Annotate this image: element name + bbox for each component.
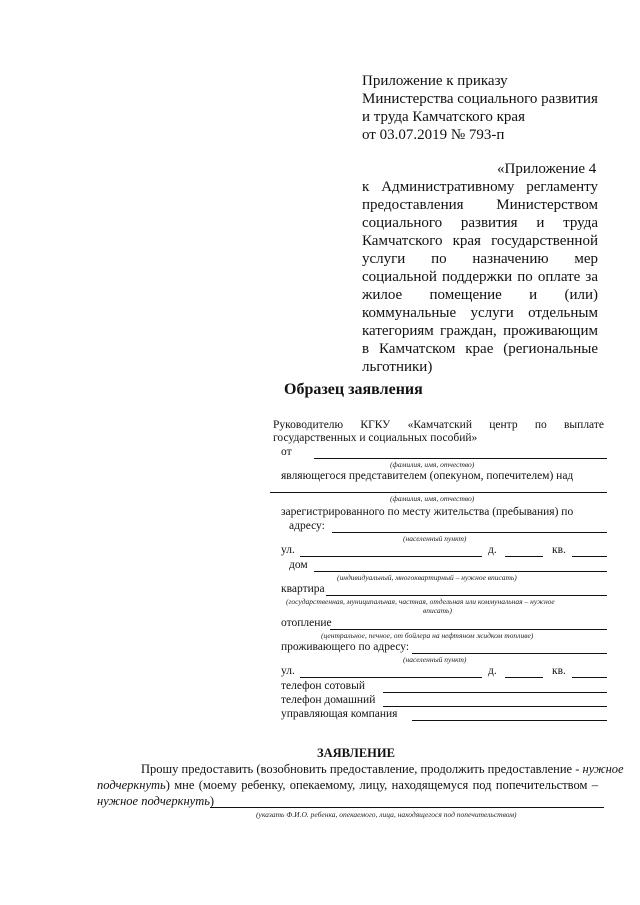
hint-house-type: (индивидуальный, многоквартирный – нужное вписать) xyxy=(337,573,517,582)
appendix-line-8: коммунальные услуги отдельным xyxy=(362,305,598,321)
statement-line-1 xyxy=(141,761,624,777)
header-line-4: от 03.07.2019 № 793-п xyxy=(362,127,505,143)
header-line-2: Министерства социального развития xyxy=(362,91,598,107)
home-phone-field-line[interactable] xyxy=(383,706,607,707)
apt-field-line[interactable] xyxy=(572,556,607,557)
hint-apartment-1: (государственная, муниципальная, частная, отдельная или коммунальная – нужное xyxy=(286,597,555,606)
apt-label: кв. xyxy=(552,544,566,556)
home-phone-label: телефон домашний xyxy=(281,694,376,706)
address-label: адресу: xyxy=(289,520,325,532)
statement-line-3 xyxy=(97,793,214,809)
house-label: д. xyxy=(488,544,497,556)
hint-apartment-2: вписать) xyxy=(423,606,452,615)
statement-line-3-italic: нужное подчеркнуть xyxy=(97,794,210,808)
appendix-line-11: льготники) xyxy=(362,359,433,375)
fio-field-line[interactable] xyxy=(314,458,607,459)
apt-field-line-2[interactable] xyxy=(572,677,607,678)
locality-field-line[interactable] xyxy=(332,532,607,533)
header-line-1: Приложение к приказу xyxy=(362,73,508,89)
appendix-line-6: социальной поддержки по оплате за xyxy=(362,269,598,285)
addressee-line-2: государственных и социальных пособий» xyxy=(273,432,478,444)
statement-line-1-italic: нужное xyxy=(582,762,624,776)
statement-title: ЗАЯВЛЕНИЕ xyxy=(317,746,395,760)
appendix-line-1: к Административному регламенту xyxy=(362,179,598,195)
company-field-line[interactable] xyxy=(412,720,607,721)
hint-fio-2: (фамилия, имя, отчество) xyxy=(390,494,475,503)
house-field-line[interactable] xyxy=(505,556,543,557)
statement-line-3-text: ) xyxy=(209,794,215,808)
appendix-title: «Приложение 4 xyxy=(497,161,597,177)
header-line-3: и труда Камчатского края xyxy=(362,109,525,125)
appendix-line-3: социального развития и труда xyxy=(362,215,598,231)
registered-text: зарегистрированного по месту жительства (пребывания) по xyxy=(281,506,574,518)
appendix-line-10: в Камчатском крае (региональные xyxy=(362,341,598,357)
residing-label: проживающего по адресу: xyxy=(281,641,410,653)
heating-field-line[interactable] xyxy=(330,629,607,630)
ward-fio-field-line[interactable] xyxy=(270,492,607,493)
hint-locality-2: (населенный пункт) xyxy=(403,655,467,664)
addressee-line-1: Руководителю КГКУ «Камчатский центр по выплате xyxy=(273,419,604,431)
statement-line-1-text: Прошу предоставить (возобновить предоставление, продолжить предоставление - xyxy=(141,762,583,776)
mobile-field-line[interactable] xyxy=(383,692,607,693)
street-field-line-2[interactable] xyxy=(300,677,482,678)
house-type-label: дом xyxy=(289,559,308,571)
child-fio-field-line[interactable] xyxy=(210,807,604,808)
statement-line-2-text: ) мне (моему ребенку, опекаемому, лицу, находящемуся под попечительством – xyxy=(165,778,598,792)
appendix-line-7: жилое помещение и (или) xyxy=(362,287,598,303)
statement-line-2-italic: подчеркнуть xyxy=(97,778,166,792)
apt-label-2: кв. xyxy=(552,665,566,677)
representative-text: являющегося представителем (опекуном, попечителем) над xyxy=(281,470,574,482)
company-label: управляющая компания xyxy=(281,708,398,720)
street-label-2: ул. xyxy=(281,665,295,677)
street-field-line[interactable] xyxy=(300,556,482,557)
from-label: от xyxy=(281,446,292,458)
house-type-field-line[interactable] xyxy=(314,571,607,572)
hint-heating: (центральное, печное, от бойлера на нефтяном жидком топливе) xyxy=(321,631,534,640)
statement-line-2 xyxy=(97,777,598,793)
appendix-line-9: категориям граждан, проживающим xyxy=(362,323,598,339)
mobile-label: телефон сотовый xyxy=(281,680,365,692)
residing-locality-field-line[interactable] xyxy=(412,653,607,654)
street-label: ул. xyxy=(281,544,295,556)
hint-fio: (фамилия, имя, отчество) xyxy=(390,460,475,469)
hint-child: (указать Ф.И.О. ребенка, опекаемого, лица, находящегося под попечительством) xyxy=(256,810,517,819)
appendix-line-5: услуги по назначению мер xyxy=(362,251,598,267)
heating-label: отопление xyxy=(281,617,332,629)
appendix-line-2: предоставления Министерством xyxy=(362,197,598,213)
house-field-line-2[interactable] xyxy=(505,677,543,678)
appendix-line-4: Камчатского края государственной xyxy=(362,233,598,249)
apartment-field-line[interactable] xyxy=(326,595,607,596)
hint-locality: (населенный пункт) xyxy=(403,534,467,543)
sample-title: Образец заявления xyxy=(284,381,423,398)
apartment-label: квартира xyxy=(281,583,325,595)
house-label-2: д. xyxy=(488,665,497,677)
